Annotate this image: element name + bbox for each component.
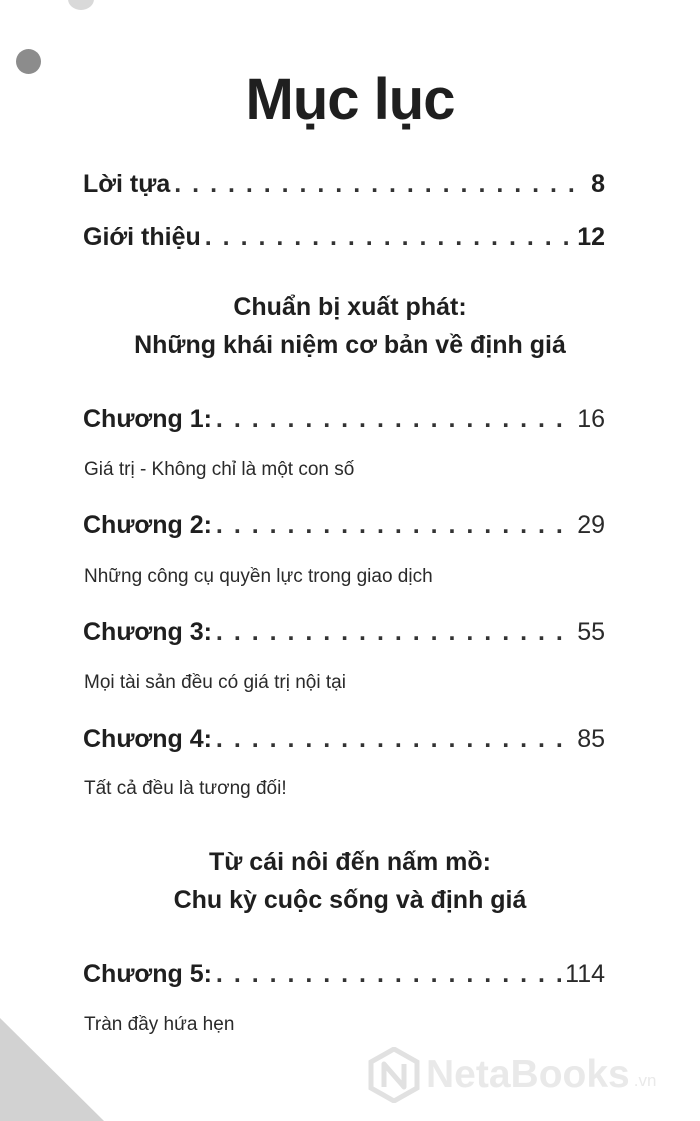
toc-entry-page: 12 xyxy=(577,223,605,251)
toc-entry-page: 8 xyxy=(591,170,605,198)
watermark xyxy=(368,1047,656,1103)
section-heading-2 xyxy=(0,843,700,919)
toc-entry-label: Giới thiệu xyxy=(83,223,201,251)
toc-dot-leader xyxy=(174,170,587,199)
section-heading-1 xyxy=(0,288,700,364)
toc-dot-leader xyxy=(205,223,573,252)
toc-entry-label: Chương 2: xyxy=(83,511,212,539)
toc-entry-chapter-2 xyxy=(83,511,605,540)
toc-entry-page: 114 xyxy=(565,960,605,988)
chapter-subtitle: Giá trị - Không chỉ là một con số xyxy=(84,459,355,480)
toc-entry-page: 85 xyxy=(577,725,605,753)
toc-dot-leader xyxy=(216,725,573,754)
toc-dot-leader xyxy=(216,511,573,540)
chapter-subtitle: Những công cụ quyền lực trong giao dịch xyxy=(84,566,433,587)
toc-entry-chapter-5 xyxy=(83,960,605,989)
watermark-suffix: .vn xyxy=(633,1071,657,1090)
toc-entry-page: 29 xyxy=(577,511,605,539)
watermark-brand: NetaBooks xyxy=(426,1053,630,1096)
toc-entry-introduction xyxy=(83,223,605,252)
chapter-subtitle: Tràn đầy hứa hẹn xyxy=(84,1014,235,1035)
chapter-subtitle: Mọi tài sản đều có giá trị nội tại xyxy=(84,672,346,693)
toc-entry-chapter-4 xyxy=(83,725,605,754)
section-heading-line: Chuẩn bị xuất phát: xyxy=(233,293,467,321)
toc-entry-preface xyxy=(83,170,605,199)
toc-entry-chapter-1 xyxy=(83,405,605,434)
toc-dot-leader xyxy=(216,405,573,434)
netabooks-logo-icon xyxy=(368,1047,420,1103)
toc-entry-label: Chương 3: xyxy=(83,618,212,646)
toc-dot-leader xyxy=(216,960,561,989)
decorative-dot-top xyxy=(68,0,94,10)
section-heading-line: Từ cái nôi đến nấm mồ: xyxy=(208,848,492,876)
toc-entry-label: Lời tựa xyxy=(83,170,171,198)
section-heading-line: Chu kỳ cuộc sống và định giá xyxy=(173,886,527,914)
toc-entry-label: Chương 5: xyxy=(83,960,212,988)
toc-dot-leader xyxy=(216,618,573,647)
toc-entry-chapter-3 xyxy=(83,618,605,647)
toc-entry-page: 16 xyxy=(577,405,605,433)
section-heading-line: Những khái niệm cơ bản về định giá xyxy=(134,331,566,359)
toc-entry-page: 55 xyxy=(577,618,605,646)
toc-entry-label: Chương 1: xyxy=(83,405,212,433)
toc-entry-label: Chương 4: xyxy=(83,725,212,753)
chapter-subtitle: Tất cả đều là tương đối! xyxy=(84,778,287,799)
page-title: Mục lục xyxy=(245,67,455,132)
